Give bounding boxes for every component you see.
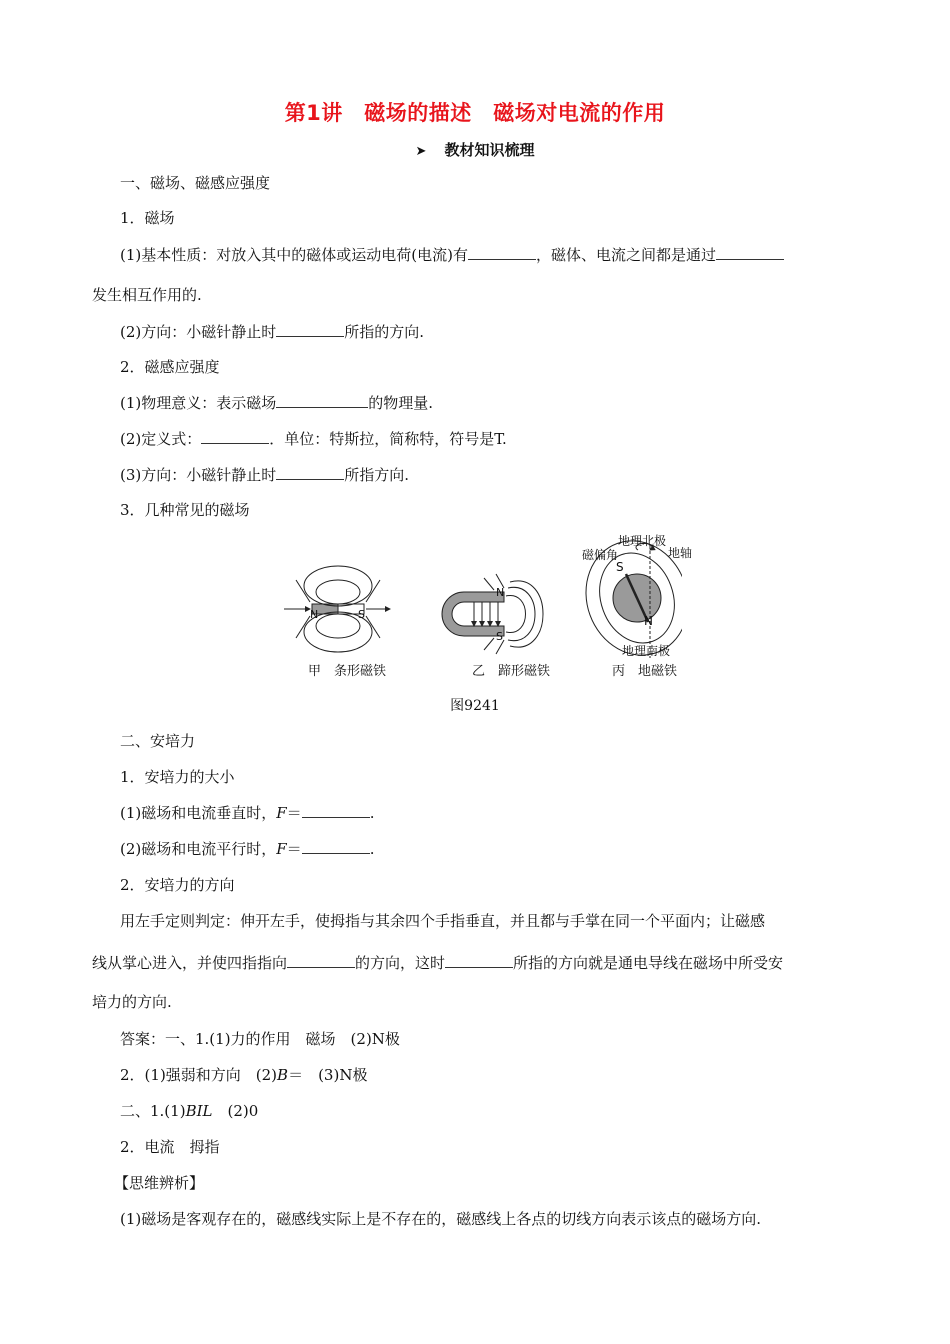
- geo-axis-label: 地轴: [668, 546, 693, 560]
- earth-pole-n: N: [644, 614, 653, 628]
- item-3-common-fields: 3．几种常见的磁场: [120, 501, 250, 519]
- geo-north-label: 地理北极: [618, 534, 667, 548]
- fill-blank: [716, 245, 784, 260]
- thinking-item-1: (1)磁场是客观存在的，磁感线实际上是不存在的，磁感线上各点的切线方向表示该点的磁场方向.: [120, 1210, 762, 1228]
- fill-blank: [468, 245, 536, 260]
- item-1-magnetic-field: 1．磁场: [120, 209, 175, 227]
- bar-pole-s: S: [358, 608, 365, 621]
- arrow-bullet-icon: ➤: [415, 144, 427, 159]
- horseshoe-pole-n: N: [496, 586, 505, 599]
- fill-blank: [276, 393, 368, 408]
- figure-label-horseshoe: 乙 蹄形磁铁: [472, 664, 551, 679]
- item-2-1-meaning: (1)物理意义：表示磁场 的物理量.: [120, 394, 434, 412]
- geo-south-label: 地理南极: [622, 644, 671, 658]
- figure-label-bar: 甲 条形磁铁: [308, 664, 387, 679]
- horseshoe-pole-s: S: [496, 630, 503, 643]
- item-1-2-direction: (2)方向：小磁针静止时 所指的方向.: [120, 323, 425, 341]
- left-hand-rule-p1: 用左手定则判定：伸开左手，使拇指与其余四个手指垂直，并且都与手掌在同一个平面内；让磁感: [120, 912, 766, 930]
- answer-line-4: 2．电流 拇指: [120, 1138, 220, 1156]
- fill-blank: [287, 953, 355, 968]
- item-2-3-direction: (3)方向：小磁针静止时 所指方向.: [120, 466, 410, 484]
- item-ampere-size: 1．安培力的大小: [120, 768, 235, 786]
- subtitle-text: 教材知识梳理: [444, 141, 535, 159]
- answer-line-2: 2．(1)强弱和方向 (2)B＝ (3)N极: [120, 1066, 368, 1084]
- declination-label: 磁偏角: [582, 548, 619, 562]
- bar-magnet-drawing: [284, 566, 390, 652]
- section-2-heading: 二、安培力: [120, 732, 196, 750]
- answer-line-3: 二、1.(1)BIL (2)0: [120, 1102, 259, 1120]
- left-hand-rule-p3: 培力的方向.: [92, 993, 172, 1011]
- section-subtitle: [0, 139, 950, 160]
- fill-blank: [276, 465, 344, 480]
- item-1-1-property-cont: 发生相互作用的.: [92, 286, 202, 304]
- fill-blank: [276, 322, 344, 337]
- figure-caption: 图9241: [450, 698, 500, 714]
- item-ampere-direction: 2．安培力的方向: [120, 876, 235, 894]
- magnet-figure: [282, 530, 693, 680]
- page-title: 第1讲 磁场的描述 磁场对电流的作用: [284, 101, 666, 125]
- fill-blank: [302, 803, 370, 818]
- section-1-heading: 一、磁场、磁感应强度: [120, 174, 271, 192]
- item-parallel: (2)磁场和电流平行时，F＝ .: [120, 840, 375, 858]
- answer-line-1: 答案：一、1.(1)力的作用 磁场 (2)N极: [120, 1030, 400, 1048]
- bar-pole-n: N: [310, 608, 319, 621]
- item-perpendicular: (1)磁场和电流垂直时，F＝ .: [120, 804, 375, 822]
- left-hand-rule-p2: 线从掌心进入，并使四指指向 的方向，这时 所指的方向就是通电导线在磁场中所受安: [92, 954, 784, 972]
- earth-pole-s: S: [616, 560, 624, 574]
- item-2-2-definition: (2)定义式： ．单位：特斯拉，简称特，符号是T.: [120, 430, 507, 448]
- horseshoe-magnet-drawing: [442, 574, 543, 654]
- figure-label-earth: 丙 地磁铁: [612, 664, 678, 679]
- item-1-1-property: (1)基本性质：对放入其中的磁体或运动电荷(电流)有 ，磁体、电流之间都是通过: [120, 245, 784, 265]
- fill-blank: [302, 839, 370, 854]
- thinking-heading: 【思维辨析】: [114, 1174, 205, 1192]
- fill-blank: [445, 953, 513, 968]
- item-2-induction: 2．磁感应强度: [120, 358, 220, 376]
- fill-blank: [201, 429, 269, 444]
